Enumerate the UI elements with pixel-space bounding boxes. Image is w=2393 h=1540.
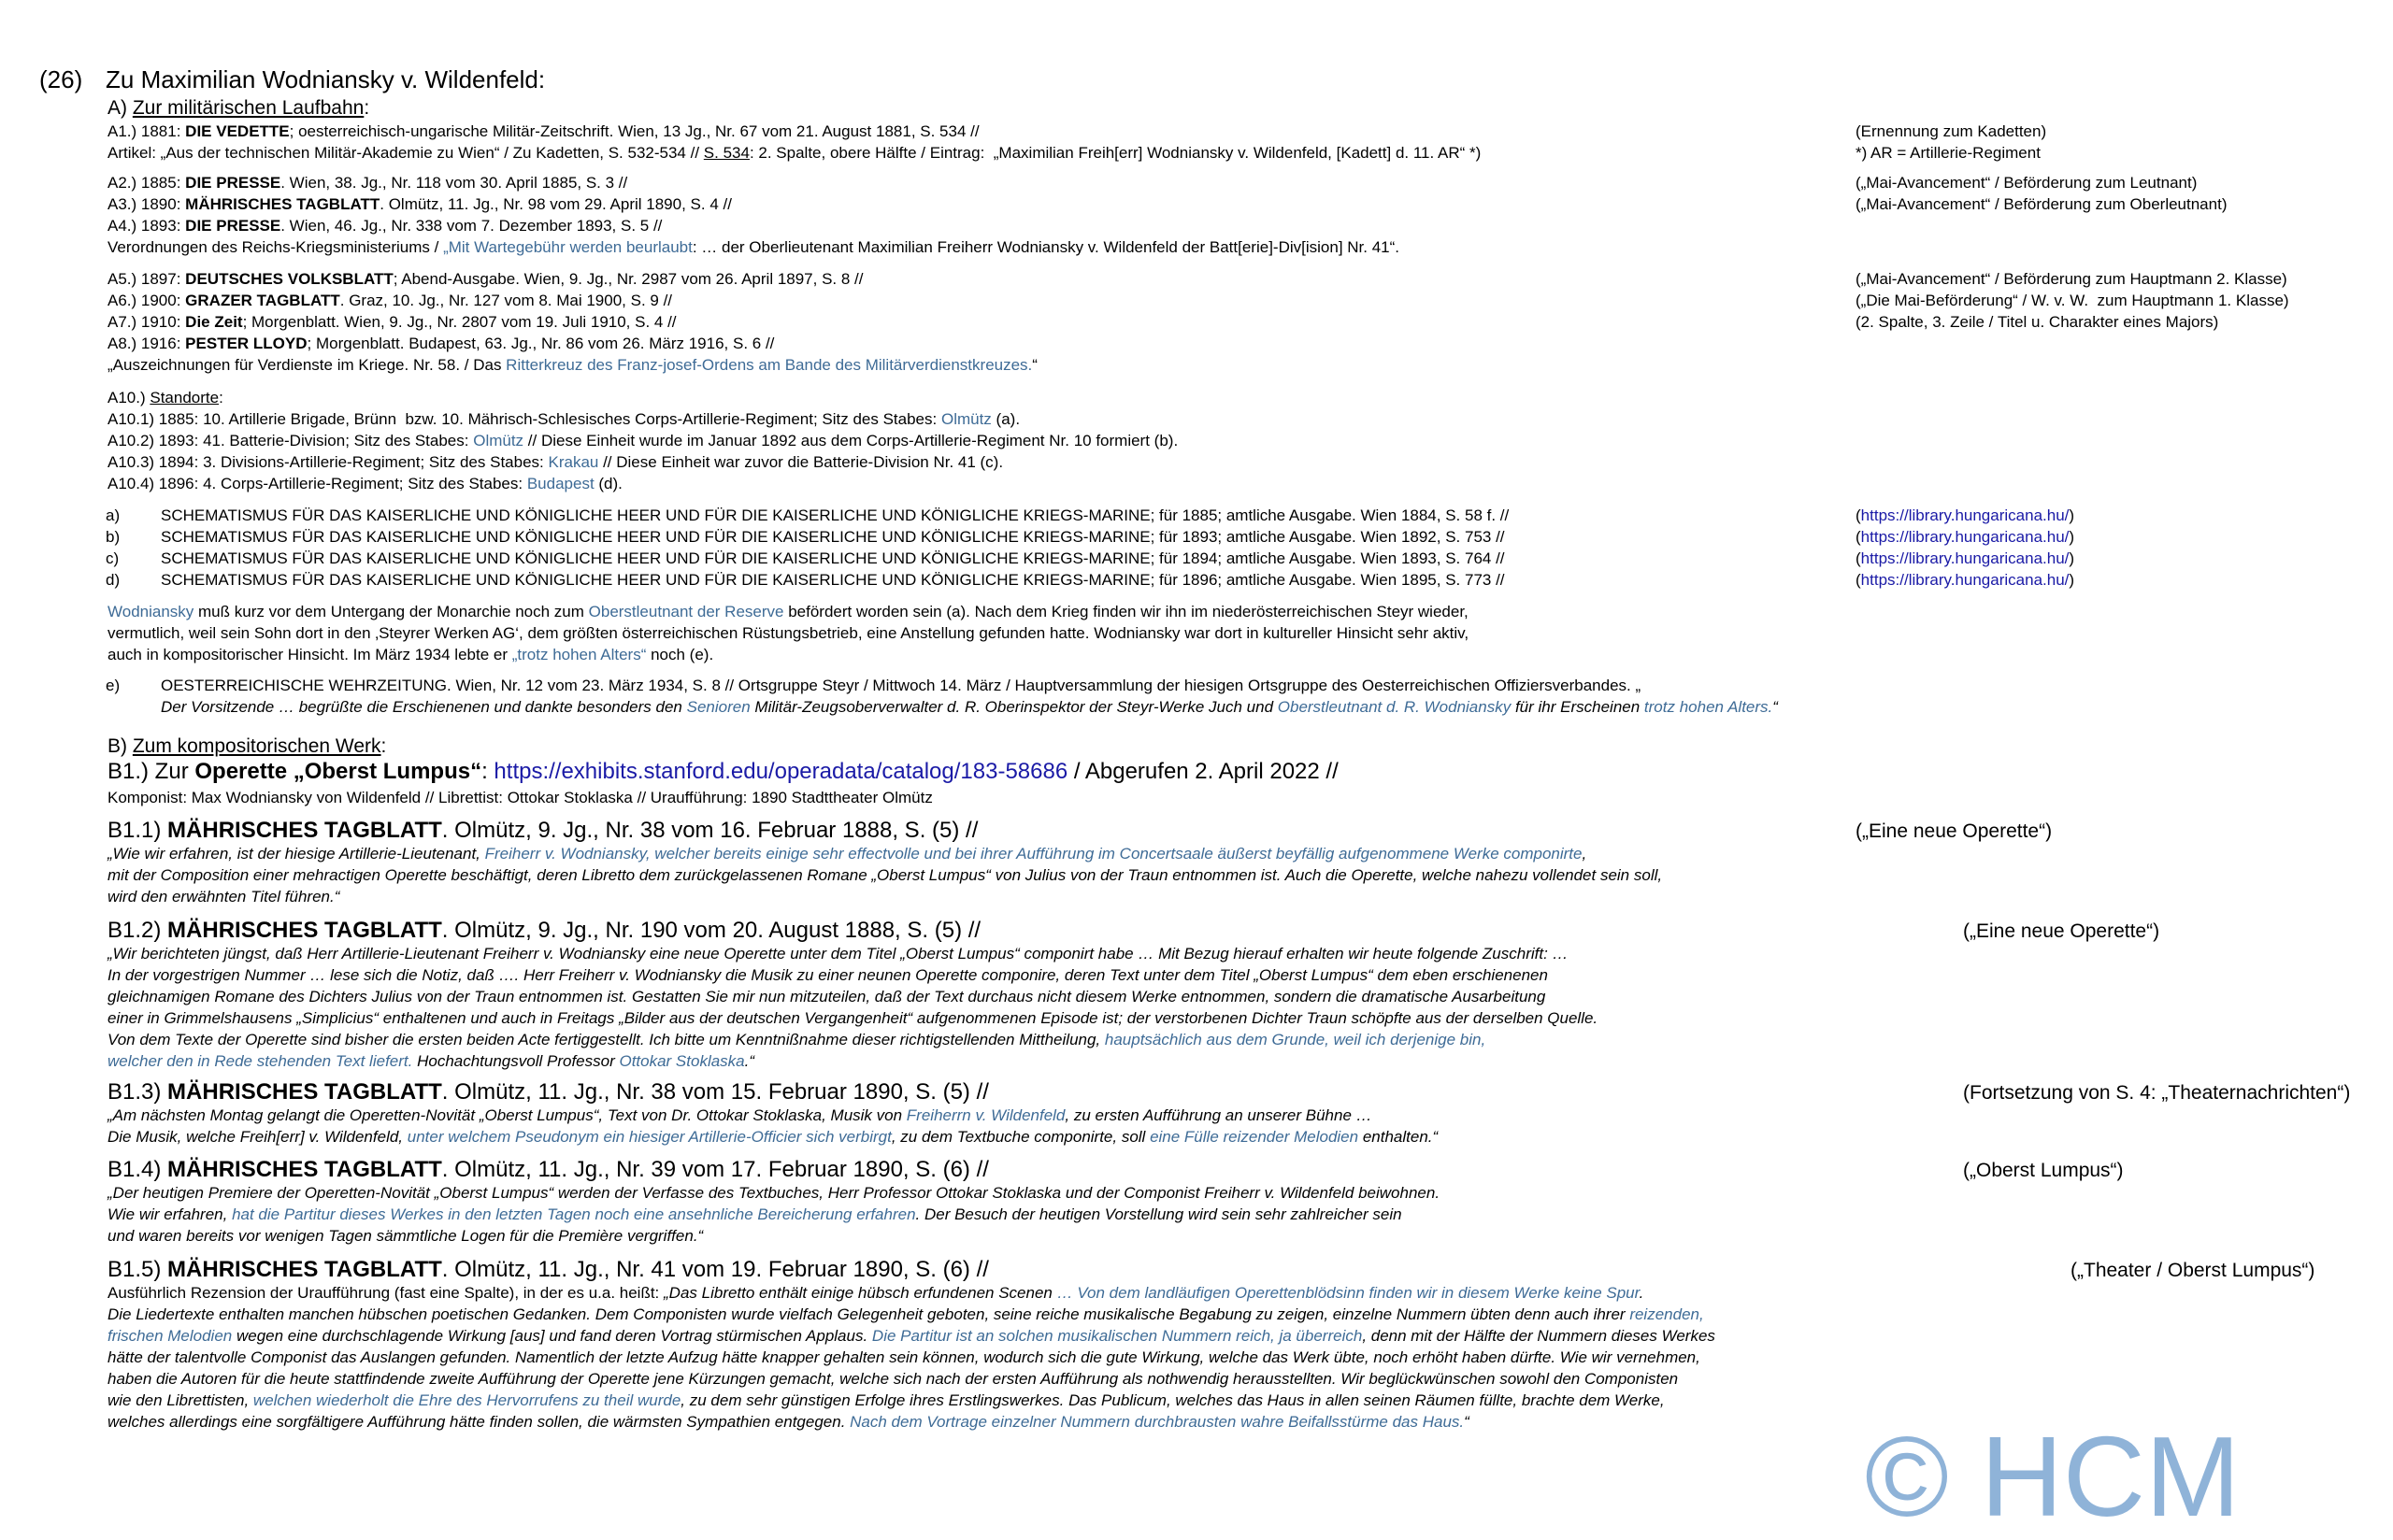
b1-4-quote-2: Wie wir erfahren, hat die Partitur dieses Werkes in den letzten Tagen noch eine ansehnliche Bereicherung erfahren. Der Besuch der heutigen Vorstellung wird sein sehr zahlreicher sein (107, 1205, 1402, 1223)
b1-5-text-1: Ausführlich Rezension der Uraufführung (fast eine Spalte), in der es u.a. heißt: „Das Libretto enthält einige hübsch erfundenen Scenen … Von dem landläufigen Operettenblödsinn finden wir in diesem Werke keine Spur. (107, 1284, 1644, 1302)
ref-a-text: SCHEMATISMUS FÜR DAS KAISERLICHE UND KÖNIGLICHE HEER UND FÜR DIE KAISERLICHE UND KÖNIGLICHE KRIEGS-MARINE; für 1885; amtliche Ausgabe. Wien 1884, S. 58 f. // (161, 506, 1510, 524)
entry-a1: A1.) 1881: DIE VEDETTE; oesterreichisch-ungarische Militär-Zeitschrift. Wien, 13 Jg., Nr. 67 vom 21. August 1881, S. 534 // (107, 122, 980, 140)
entry-a4: A4.) 1893: DIE PRESSE. Wien, 46. Jg., Nr. 338 vom 7. Dezember 1893, S. 5 // (107, 217, 663, 235)
b1-2-quote-1: „Wir berichteten jüngst, daß Herr Artillerie-Lieutenant Freiherr v. Wodniansky eine neue Operette unter dem Titel „Oberst Lumpus“ componirt habe … Mit Bezug hierauf erhalten wir heute folgende Zuschrift: … (107, 945, 1569, 962)
entry-b1-4: B1.4) MÄHRISCHES TAGBLATT. Olmütz, 11. Jg., Nr. 39 vom 17. Februar 1890, S. (6) // (107, 1157, 989, 1182)
b1-2-quote-4: einer in Grimmelshausens „Simplicius“ enthaltenen und auch in Freitags „Bilder aus der deutschen Vergangenheit“ aufgenommenen Episode ist; der verstorbenen Dichter Traun schöpfte aus der derselben Quelle. (107, 1009, 1598, 1027)
entry-b1-credits: Komponist: Max Wodniansky von Wildenfeld // Librettist: Ottokar Stoklaska // Uraufführung: 1890 Stadttheater Olmütz (107, 789, 933, 806)
b1-3-quote-1: „Am nächsten Montag gelangt die Operetten-Novität „Oberst Lumpus“, Text von Dr. Ottokar Stoklaska, Musik von Freiherrn v. Wildenfeld, zu ersten Aufführung an unserer Bühne … (107, 1106, 1372, 1124)
entry-b1-5-note: („Theater / Oberst Lumpus“) (2071, 1260, 2315, 1281)
ref-e-quote: Der Vorsitzende … begrüßte die Erschienenen und dankte besonders den Senioren Militär-Zeugsoberverwalter d. R. Oberinspektor der Steyr-Werke Juch und Oberstleutnant d. R. Wodniansky für ihr Erscheinen trotz hohen Alters.“ (161, 698, 1778, 716)
ref-a-link[interactable]: (https://library.hungaricana.hu/) (1856, 506, 2075, 524)
entry-a1-footnote: *) AR = Artillerie-Regiment (1856, 144, 2041, 162)
entry-b1-3: B1.3) MÄHRISCHES TAGBLATT. Olmütz, 11. Jg., Nr. 38 vom 15. Februar 1890, S. (5) // (107, 1079, 989, 1105)
b1-5-text-7: welches allerdings eine sorgfältigere Aufführung hätte finden sollen, die wärmsten Sympathien entgegen. Nach dem Vortrage einzelner Nummern durchbrausten wahre Beifallsstürme das Haus.“ (107, 1413, 1469, 1431)
entry-a10-1: A10.1) 1885: 10. Artillerie Brigade, Brünn bzw. 10. Mährisch-Schlesisches Corps-Artillerie-Regiment; Sitz des Stabes: Olmütz (a). (107, 410, 1021, 428)
entry-a10-4: A10.4) 1896: 4. Corps-Artillerie-Regiment; Sitz des Stabes: Budapest (d). (107, 475, 623, 492)
entry-a6: A6.) 1900: GRAZER TAGBLATT. Graz, 10. Jg., Nr. 127 vom 8. Mai 1900, S. 9 // (107, 292, 673, 309)
section-b-colon: : (380, 735, 387, 757)
b1-5-text-3: frischen Melodien wegen eine durchschlagende Wirkung [aus] und fand deren Vortrag stürmischen Applaus. Die Partitur ist an solchen musikalischen Nummern reich, ja überreich, denn mit der Hälfte der Nummern dieses Werkes (107, 1327, 1715, 1345)
entry-a8-detail: „Auszeichnungen für Verdienste im Kriege. Nr. 58. / Das Ritterkreuz des Franz-josef-Ordens am Bande des Militärverdienstkreuzes.“ (107, 356, 1038, 374)
section-number: (26) (39, 65, 83, 93)
entry-b1: B1.) Zur Operette „Oberst Lumpus“: https://exhibits.stanford.edu/operadata/catalog/183-58686 / Abgerufen 2. April 2022 // (107, 759, 1339, 784)
b1-5-text-6: wie den Librettisten, welchen wiederholt die Ehre des Hervorrufens zu theil wurde, zu dem sehr günstigen Erfolge ihres Erstlingswerkes. Das Publicum, welches das Haus in allen seinen Räumen füllte, brachte dem Werke, (107, 1391, 1665, 1409)
entry-a2: A2.) 1885: DIE PRESSE. Wien, 38. Jg., Nr. 118 vom 30. April 1885, S. 3 // (107, 174, 628, 192)
entry-b1-4-note: („Oberst Lumpus“) (1963, 1160, 2124, 1181)
operadata-link[interactable]: https://exhibits.stanford.edu/operadata/catalog/183-58686 (494, 759, 1068, 784)
ref-d-text: SCHEMATISMUS FÜR DAS KAISERLICHE UND KÖNIGLICHE HEER UND FÜR DIE KAISERLICHE UND KÖNIGLICHE KRIEGS-MARINE; für 1896; amtliche Ausgabe. Wien 1895, S. 773 // (161, 571, 1505, 589)
b1-4-quote-3: und waren bereits vor wenigen Tagen sämmtliche Logen für die Première vergriffen.“ (107, 1227, 704, 1245)
entry-b1-5: B1.5) MÄHRISCHES TAGBLATT. Olmütz, 11. Jg., Nr. 41 vom 19. Februar 1890, S. (6) // (107, 1257, 989, 1282)
section-b-heading (107, 734, 386, 758)
b1-1-quote-3: wird den erwähnten Titel führen.“ (107, 888, 340, 905)
ref-d-key: d) (106, 571, 121, 589)
entry-b1-2: B1.2) MÄHRISCHES TAGBLATT. Olmütz, 9. Jg., Nr. 190 vom 20. August 1888, S. (5) // (107, 918, 982, 943)
entry-a2-note: („Mai-Avancement“ / Beförderung zum Leutnant) (1856, 174, 2198, 192)
entry-b1-1: B1.1) MÄHRISCHES TAGBLATT. Olmütz, 9. Jg., Nr. 38 vom 16. Februar 1888, S. (5) // (107, 818, 979, 843)
page-title: Zu Maximilian Wodniansky v. Wildenfeld: (106, 65, 546, 93)
entry-a10: A10.) Standorte: (107, 389, 223, 406)
b1-5-text-5: haben die Autoren für die heute stattfindende zweite Aufführung der Operette jene Kürzungen gemacht, welche sich nach der ersten Aufführung als nothwendig herausstellten. Wir beglückwünschen sowohl den Componisten (107, 1370, 1679, 1388)
b1-2-quote-5: Von dem Texte der Operette sind bisher die ersten beiden Acte fertiggestellt. Ich bitte um Kenntnißnahme dieser richtigstellenden Mittheilung, hauptsächlich aus dem Grunde, weil ich derjenige bin, (107, 1031, 1486, 1048)
para-line-3: auch in kompositorischer Hinsicht. Im März 1934 lebte er „trotz hohen Alters“ noch (e). (107, 646, 714, 663)
ref-c-text: SCHEMATISMUS FÜR DAS KAISERLICHE UND KÖNIGLICHE HEER UND FÜR DIE KAISERLICHE UND KÖNIGLICHE KRIEGS-MARINE; für 1894; amtliche Ausgabe. Wien 1893, S. 764 // (161, 549, 1505, 567)
b1-2-quote-6: welcher den in Rede stehenden Text liefert. Hochachtungsvoll Professor Ottokar Stoklaska.“ (107, 1052, 755, 1070)
ref-b-key: b) (106, 528, 121, 546)
ref-e-key: e) (106, 677, 121, 694)
section-a-colon: : (364, 97, 370, 119)
ref-b-text: SCHEMATISMUS FÜR DAS KAISERLICHE UND KÖNIGLICHE HEER UND FÜR DIE KAISERLICHE UND KÖNIGLICHE KRIEGS-MARINE; für 1893; amtliche Ausgabe. Wien 1892, S. 753 // (161, 528, 1505, 546)
para-line-1: Wodniansky muß kurz vor dem Untergang der Monarchie noch zum Oberstleutnant der Reserve befördert worden sein (a). Nach dem Krieg finden wir ihn im niederösterreichischen Steyr wieder, (107, 603, 1469, 620)
entry-a7-note: (2. Spalte, 3. Zeile / Titel u. Charakter eines Majors) (1856, 313, 2219, 331)
entry-a6-note: („Die Mai-Beförderung“ / W. v. W. zum Hauptmann 1. Klasse) (1856, 292, 2289, 309)
entry-a7: A7.) 1910: Die Zeit; Morgenblatt. Wien, 9. Jg., Nr. 2807 vom 19. Juli 1910, S. 4 // (107, 313, 677, 331)
entry-a3: A3.) 1890: MÄHRISCHES TAGBLATT. Olmütz, 11. Jg., Nr. 98 vom 29. April 1890, S. 4 // (107, 195, 732, 213)
b1-1-quote-1: „Wie wir erfahren, ist der hiesige Artillerie-Lieutenant, Freiherr v. Wodniansky, welcher bereits einige sehr effectvolle und bei ihrer Aufführung im Concertsaale äußerst beyfällig aufgenommene Werke componirte, (107, 845, 1587, 863)
ref-e-text: OESTERREICHISCHE WEHRZEITUNG. Wien, Nr. 12 vom 23. März 1934, S. 8 // Ortsgruppe Steyr / Mittwoch 14. März / Hauptversammlung der hiesigen Ortsgruppe des Oesterreichischen Offiziersverbandes. „ (161, 677, 1641, 694)
entry-b1-3-note: (Fortsetzung von S. 4: „Theaternachrichten“) (1963, 1082, 2351, 1104)
entry-a5: A5.) 1897: DEUTSCHES VOLKSBLATT; Abend-Ausgabe. Wien, 9. Jg., Nr. 2987 vom 26. April 1897, S. 8 // (107, 270, 864, 288)
entry-a1-article: Artikel: „Aus der technischen Militär-Akademie zu Wien“ / Zu Kadetten, S. 532-534 // S. 534: 2. Spalte, obere Hälfte / Eintrag: „Maximilian Freih[err] Wodniansky v. Wildenfeld, [Kadett] d. 11. AR“ *) (107, 144, 1482, 162)
ref-b-link[interactable]: (https://library.hungaricana.hu/) (1856, 528, 2075, 546)
section-a-label: A) (107, 97, 133, 119)
b1-2-quote-3: gleichnamigen Romane des Dichters Julius von der Traun entnommen ist. Gestatten Sie mir nun mitzuteilen, daß der Text durchaus nicht diesem Werke entnommen, sondern die dramatische Ausarbeitung (107, 988, 1546, 1005)
para-line-2: vermutlich, weil sein Sohn dort in den ‚Steyrer Werken AG‘, dem größten österreichischen Rüstungsbetrieb, eine Anstellung gefunden hatte. Wodniansky war dort in kultureller Hinsicht sehr aktiv, (107, 624, 1469, 642)
b1-5-text-2: Die Liedertexte enthalten manchen hübschen poetischen Gedanken. Dem Componisten wurde vielfach Gelegenheit geboten, seine reiche musikalische Begabung zu zeigen, einzelne Nummern übten denn auch ihrer reizenden, (107, 1305, 1704, 1323)
ref-a-key: a) (106, 506, 121, 524)
entry-b1-1-note: („Eine neue Operette“) (1856, 820, 2053, 842)
b1-2-quote-2: In der vorgestrigen Nummer … lese sich die Notiz, daß …. Herr Freiherr v. Wodniansky die Musik zu einer neunen Operette componire, deren Text unter dem Titel „Oberst Lumpus“ dem eben erschienenen (107, 966, 1548, 984)
b1-3-quote-2: Die Musik, welche Freih[err] v. Wildenfeld, unter welchem Pseudonym ein hiesiger Artillerie-Officier sich verbirgt, zu dem Textbuche componirte, soll eine Fülle reizender Melodien enthalten.“ (107, 1128, 1439, 1146)
b1-1-quote-2: mit der Composition einer mehractigen Operette beschäftigt, deren Libretto dem zurückgelassenen Romane „Oberst Lumpus“ von Julius von der Traun entnommen ist. Auch die Operette, welche nahezu vollendet sein soll, (107, 866, 1663, 884)
entry-a5-note: („Mai-Avancement“ / Beförderung zum Hauptmann 2. Klasse) (1856, 270, 2287, 288)
ref-c-key: c) (106, 549, 120, 567)
entry-a10-3: A10.3) 1894: 3. Divisions-Artillerie-Regiment; Sitz des Stabes: Krakau // Diese Einheit war zuvor die Batterie-Division Nr. 41 (c). (107, 453, 1004, 471)
section-a-heading (107, 96, 369, 120)
ref-c-link[interactable]: (https://library.hungaricana.hu/) (1856, 549, 2075, 567)
section-a-title: Zur militärischen Laufbahn (132, 97, 365, 119)
b1-5-text-4: hätte der talentvolle Componist das Auslangen gefunden. Namentlich der letzte Aufzug hätte knapper gehalten sein können, wodurch sich die gute Wirkung, welche das Werk übte, noch erhöht haben dürfte. Wie wir vernehmen, (107, 1348, 1700, 1366)
entry-a1-note: (Ernennung zum Kadetten) (1856, 122, 2047, 140)
section-b-label: B) (107, 735, 133, 757)
section-b-title: Zum kompositorischen Werk (132, 735, 381, 757)
entry-a4-detail: Verordnungen des Reichs-Kriegsministeriums / „Mit Wartegebühr werden beurlaubt: … der Oberlieutenant Maximilian Freiherr Wodniansky v. Wildenfeld der Batt[erie]-Div[ision] Nr. 41“. (107, 238, 1400, 256)
copyright-watermark: © HCM (1865, 1413, 2241, 1540)
b1-4-quote-1: „Der heutigen Premiere der Operetten-Novität „Oberst Lumpus“ werden der Verfasse des Textbuches, Herr Professor Ottokar Stoklaska und der Componist Freiherr v. Wildenfeld beiwohnen. (107, 1184, 1440, 1202)
entry-b1-2-note: („Eine neue Operette“) (1963, 920, 2160, 942)
ref-d-link[interactable]: (https://library.hungaricana.hu/) (1856, 571, 2075, 589)
entry-a3-note: („Mai-Avancement“ / Beförderung zum Oberleutnant) (1856, 195, 2228, 213)
entry-a10-2: A10.2) 1893: 41. Batterie-Division; Sitz des Stabes: Olmütz // Diese Einheit wurde im Januar 1892 aus dem Corps-Artillerie-Regiment Nr. 10 formiert (b). (107, 432, 1179, 449)
entry-a8: A8.) 1916: PESTER LLOYD; Morgenblatt. Budapest, 63. Jg., Nr. 86 vom 26. März 1916, S. 6 // (107, 335, 775, 352)
